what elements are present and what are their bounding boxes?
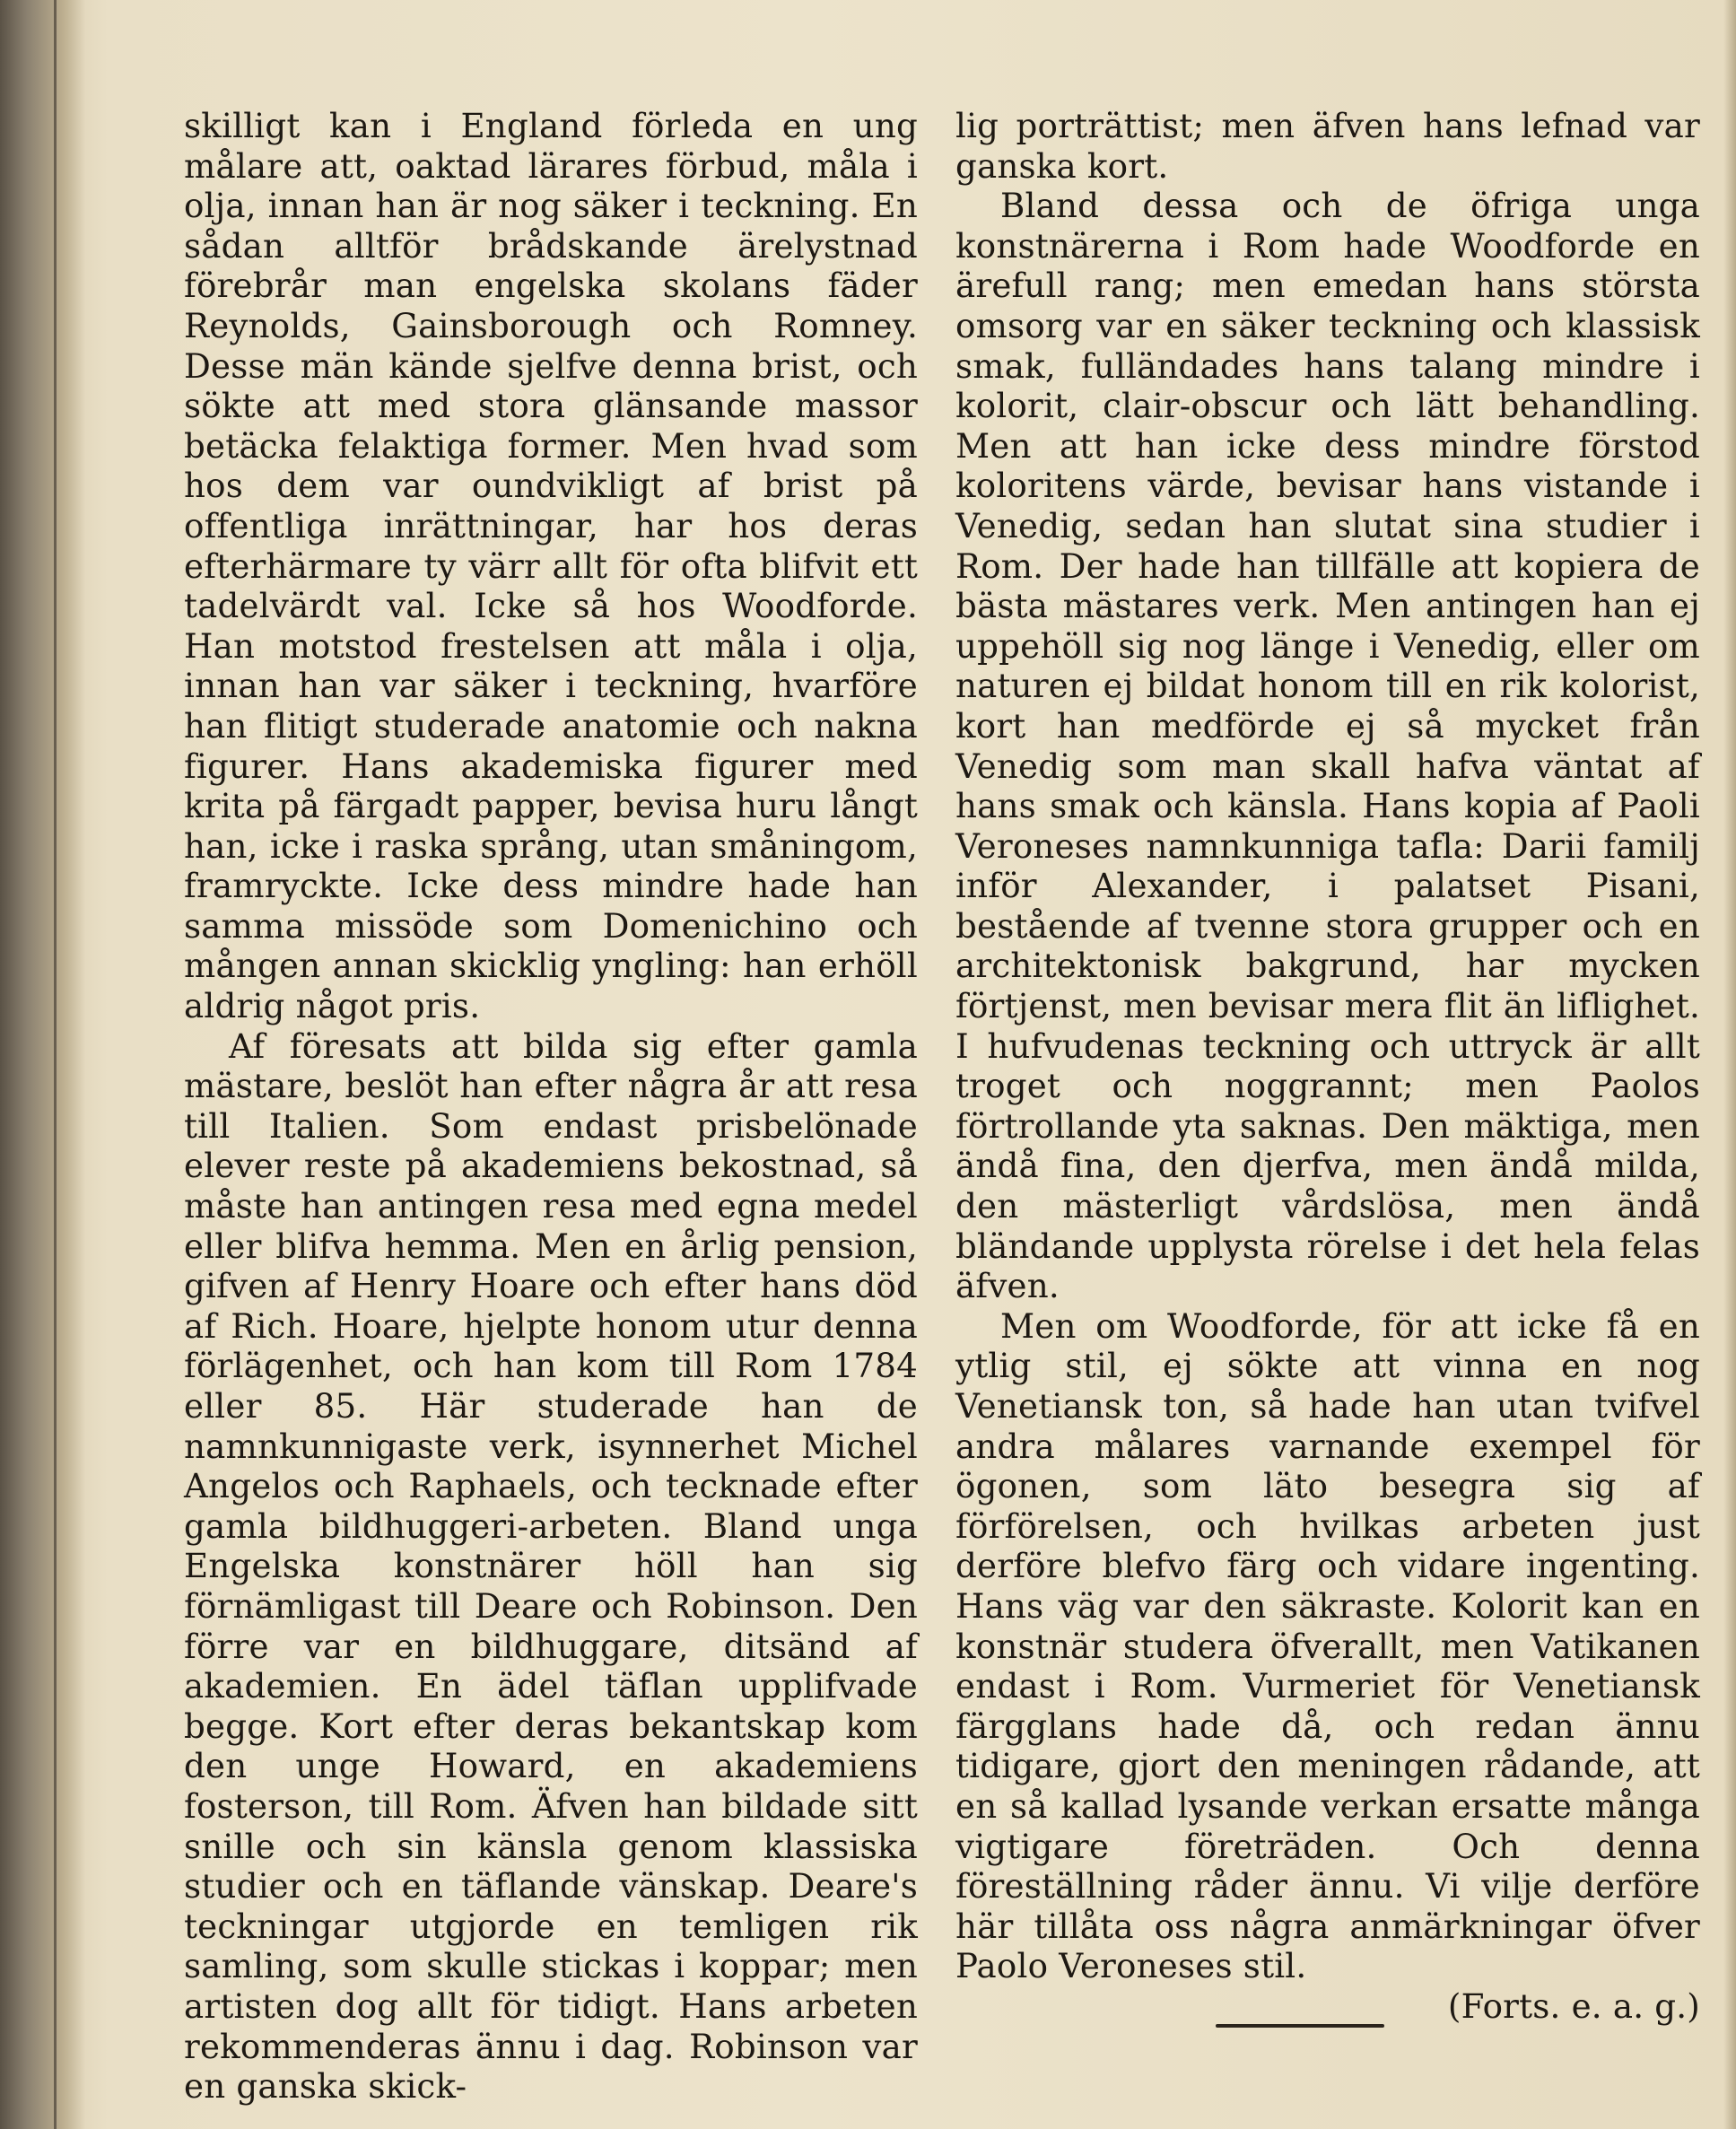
- paragraph: skilligt kan i England förleda en ung målare att, oaktad lärares förbud, måla i olja, innan han är nog säker i teckning. En sådan alltför brådskande ärelystnad förebrår man engelska skolans fäder Reynolds, Gainsborough och Romney. Desse män kände sjelfve denna brist, och sökte att med stora glänsande massor betäcka felaktiga former. Men hvad som hos dem var oundvikligt af brist på offentliga inrättningar, har hos deras efterhärmare ty värr allt för ofta blifvit ett tadelvärdt val. Icke så hos Woodforde. Han motstod frestelsen att måla i olja, innan han var säker i teckning, hvarföre han flitigt studerade anatomie och nakna figurer. Hans akademiska figurer med krita på färgadt papper, bevisa huru långt han, icke i raska språng, utan småningom, framryckte. Icke dess mindre hade han samma missöde som Domenichino och mången annan skicklig yngling: han erhöll aldrig något pris.: [184, 106, 918, 1026]
- binding-edge: [54, 0, 57, 2129]
- end-rule-divider: [1216, 2024, 1384, 2028]
- paragraph: Men om Woodforde, för att icke få en ytlig stil, ej sökte att vinna en nog Venetiansk ton, så hade han utan tvifvel andra målares varnande exempel för ögonen, som läto besegra sig af förförelsen, och hvilkas arbeten just derföre blefvo färg och vidare ingenting. Hans väg var den säkraste. Kolorit kan en konstnär studera öfverallt, men Vatikanen endast i Rom. Vurmeriet för Venetiansk färgglans hade då, och redan ännu tidigare, gjort den meningen rådande, att en så kallad lysande verkan ersatte många vigtigare företräden. Och denna föreställning råder ännu. Vi vilje derföre här tillåta oss några anmärkningar öfver Paolo Veroneses stil.: [955, 1305, 1700, 1986]
- right-text-column: [955, 106, 1700, 2027]
- paragraph: Bland dessa och de öfriga unga konstnärerna i Rom hade Woodforde en ärefull rang; men emedan hans största omsorg var en säker teckning och klassisk smak, fulländades hans talang mindre i kolorit, clair-obscur och lätt behandling. Men att han icke dess mindre förstod koloritens värde, bevisar hans vistande i Venedig, sedan han slutat sina studier i Rom. Der hade han tillfälle att kopiera de bästa mästares verk. Men antingen han ej uppehöll sig nog länge i Venedig, eller om naturen ej bildat honom till en rik kolorist, kort han medförde ej så mycket från Venedig som man skall hafva väntat af hans smak och känsla. Hans kopia af Paoli Veroneses namnkunniga tafla: Darii familj inför Alexander, i palatset Pisani, bestående af tvenne stora grupper och en architektonisk bakgrund, har mycken förtjenst, men bevisar mera flit än liflighet. I hufvudenas teckning och uttryck är allt troget och noggrannt; men Paolos förtrollande yta saknas. Den mäktiga, men ändå fina, den djerfva, men ändå milda, den mästerligt vårdslösa, men ändå bländande upplysta rörelse i det hela felas äfven.: [955, 186, 1700, 1306]
- left-text-column: [184, 106, 918, 2107]
- book-gutter: [0, 0, 85, 2129]
- paragraph: Af föresats att bilda sig efter gamla mästare, beslöt han efter några år att resa till Italien. Som endast prisbelönade elever reste på akademiens bekostnad, så måste han antingen resa med egna medel eller blifva hemma. Men en årlig pension, gifven af Henry Hoare och efter hans död af Rich. Hoare, hjelpte honom utur denna förlägenhet, och han kom till Rom 1784 eller 85. Här studerade han de namnkunnigaste verk, isynnerhet Michel Angelos och Raphaels, och tecknade efter gamla bildhuggeri-arbeten. Bland unga Engelska konstnärer höll han sig förnämligast till Deare och Robinson. Den förre var en bildhuggare, ditsänd af akademien. En ädel täflan upplifvade begge. Kort efter deras bekantskap kom den unge Howard, en akademiens fosterson, till Rom. Äfven han bildade sitt snille och sin känsla genom klassiska studier och en täflande vänskap. Deare's teckningar utgjorde en temligen rik samling, som skulle stickas i koppar; men artisten dog allt för tidigt. Hans arbeten rekommenderas ännu i dag. Robinson var en ganska skick-: [184, 1025, 918, 2107]
- page-edge-shadow: [1723, 0, 1736, 2129]
- continuation-note: (Forts. e. a. g.): [1447, 1985, 1700, 2026]
- paragraph: lig porträttist; men äfven hans lefnad var ganska kort.: [955, 106, 1700, 186]
